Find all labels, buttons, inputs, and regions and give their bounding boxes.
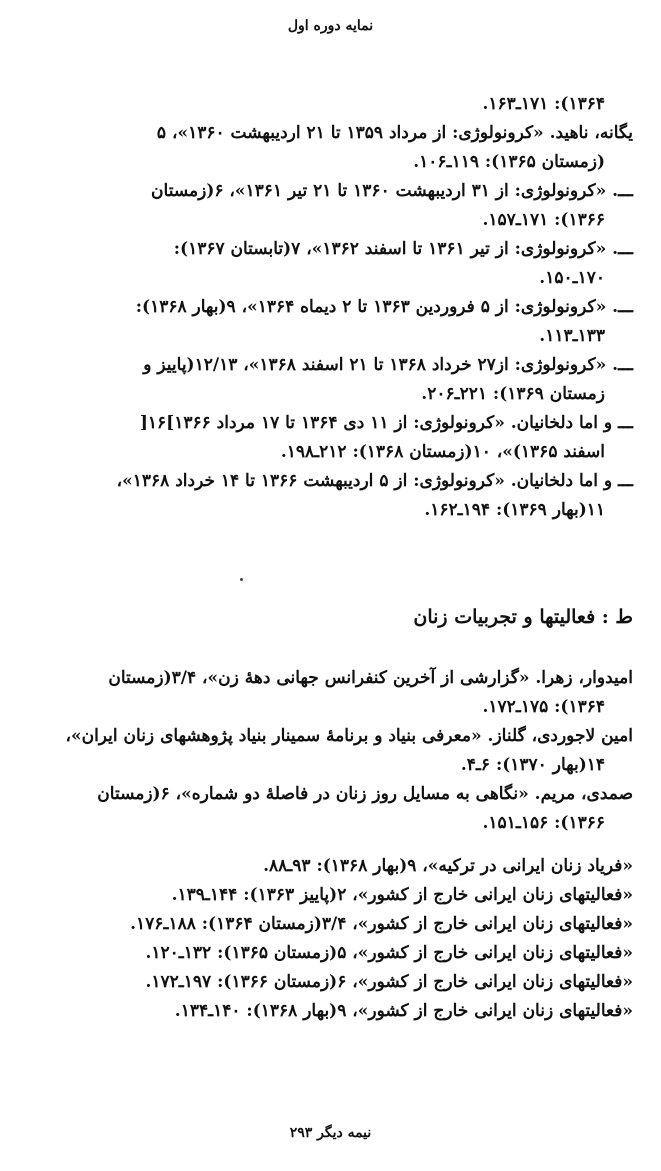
- bibliography-entry: [28, 235, 633, 293]
- short-entry: «فعالیتهای زنان ایرانی خارج از کشور»، ۶(زمستان ۱۳۶۶): ۱۹۷ـ۱۷۲.: [145, 972, 633, 992]
- entry-line-continued: ۱۱(بهار ۱۳۶۹): ۱۹۴ـ۱۶۲.: [424, 500, 605, 520]
- entry-line: ۱۳۶۴): ۱۷۱ـ۱۶۳.: [482, 94, 605, 114]
- entry-line-continued: زمستان ۱۳۶۹): ۲۲۱ـ۲۰۶.: [421, 384, 605, 404]
- entry-line: ـــ و اما دلخانیان. «کرونولوژی: از ۱۱ دی ۱۳۶۴ تا ۱۷ مرداد ۱۳۶۶]۱۶[: [139, 413, 633, 433]
- entry-line: امین لاجوردی، گلناز. «معرفی بنیاد و برنامهٔ سمینار بنیاد پژوهشهای زنان ایران»،: [65, 726, 633, 746]
- running-header: نمایه دوره اول: [287, 18, 374, 34]
- entry-line: ـــ. «کرونولوژی: از ۵ فروردین ۱۳۶۳ تا ۲ دیماه ۱۳۶۴»، ۹(بهار ۱۳۶۸):: [135, 297, 633, 317]
- bibliography-entry: [28, 467, 633, 525]
- bibliography-entry: [28, 351, 633, 409]
- entry-line: امیدوار، زهرا. «گزارشی از آخرین کنفرانس جهانی دههٔ زن»، ۳/۴(زمستان: [108, 668, 633, 688]
- entry-line-continued: اسفند ۱۳۶۵)»، ۱۰(زمستان ۱۳۶۸): ۲۱۲ـ۱۹۸.: [280, 442, 605, 462]
- section-entry: [28, 664, 633, 722]
- short-entry: «فعالیتهای زنان ایرانی خارج از کشور»، ۲(پاییز ۱۳۶۳): ۱۴۴ـ۱۳۹.: [171, 885, 633, 905]
- short-entry: «فعالیتهای زنان ایرانی خارج از کشور»، ۵(زمستان ۱۳۶۵): ۱۳۲ـ۱۲۰.: [145, 943, 633, 963]
- section-entry: [28, 722, 633, 780]
- section-entry: [28, 780, 633, 838]
- entry-line: صمدی، مریم. «نگاهی به مسایل روز زنان در فاصلهٔ دو شماره»، ۶(زمستان: [97, 784, 633, 804]
- stray-dot: [240, 578, 243, 581]
- entry-line: ـــ. «کرونولوژی: از۲۷ خرداد ۱۳۶۸ تا ۲۱ اسفند ۱۳۶۸»، ۱۲/۱۳(پاییز و: [143, 355, 633, 375]
- entry-line-continued: ۱۳۶۴): ۱۷۵ـ۱۷۲.: [482, 697, 605, 717]
- entry-line: یگانه، ناهید. «کرونولوژی: از مرداد ۱۳۵۹ تا ۲۱ اردیبهشت ۱۳۶۰»، ۵: [156, 123, 633, 143]
- short-entry: «فعالیتهای زنان ایرانی خارج از کشور»، ۳/۴(زمستان ۱۳۶۴): ۱۸۸ـ۱۷۶.: [130, 914, 633, 934]
- entry-line-continued: ۱۳۶۶): ۱۵۶ـ۱۵۱.: [482, 813, 605, 833]
- entry-line: ـــ. «کرونولوژی: از ۳۱ اردیبهشت ۱۳۶۰ تا ۲۱ تیر ۱۳۶۱»، ۶(زمستان: [151, 181, 633, 201]
- bibliography-entry: [28, 119, 633, 177]
- entry-line-continued: ۱۷۰ـ۱۵۰.: [539, 268, 605, 288]
- entry-line-continued: ۱۳۳ـ۱۱۳.: [539, 326, 605, 346]
- section-heading: ط : فعالیتها و تجربیات زنان: [413, 606, 633, 628]
- short-entry: «فعالیتهای زنان ایرانی خارج از کشور»، ۹(بهار ۱۳۶۸): ۱۴۰ـ۱۳۴.: [174, 1001, 633, 1021]
- entry-line-continued: ۱۴(بهار ۱۳۷۰): ۶ـ۴.: [460, 755, 605, 775]
- bibliography-entry: [28, 177, 633, 235]
- bibliography-entry: [28, 293, 633, 351]
- entry-line-continued: ۱۳۶۶): ۱۷۱ـ۱۵۷.: [482, 210, 605, 230]
- bibliography-list: [28, 90, 633, 525]
- entry-line: ـــ و اما دلخانیان. «کرونولوژی: از ۵ اردیبهشت ۱۳۶۶ تا ۱۴ خرداد ۱۳۶۸»،: [116, 471, 633, 491]
- bibliography-entry: [28, 409, 633, 467]
- running-footer: نیمه دیگر ۲۹۳: [289, 1125, 372, 1141]
- section-entry-list: [28, 664, 633, 838]
- bibliography-entry: [28, 90, 633, 119]
- short-entry: «فریاد زنان ایرانی در ترکیه»، ۹(بهار ۱۳۶۸): ۹۳ـ۸۸.: [263, 856, 633, 876]
- entry-line: ـــ. «کرونولوژی: از تیر ۱۳۶۱ تا اسفند ۱۳۶۲»، ۷(تابستان ۱۳۶۷):: [173, 239, 633, 259]
- entry-line-continued: (زمستان ۱۳۶۵): ۱۱۹ـ۱۰۶.: [413, 152, 605, 172]
- short-entry-list: [28, 852, 633, 1026]
